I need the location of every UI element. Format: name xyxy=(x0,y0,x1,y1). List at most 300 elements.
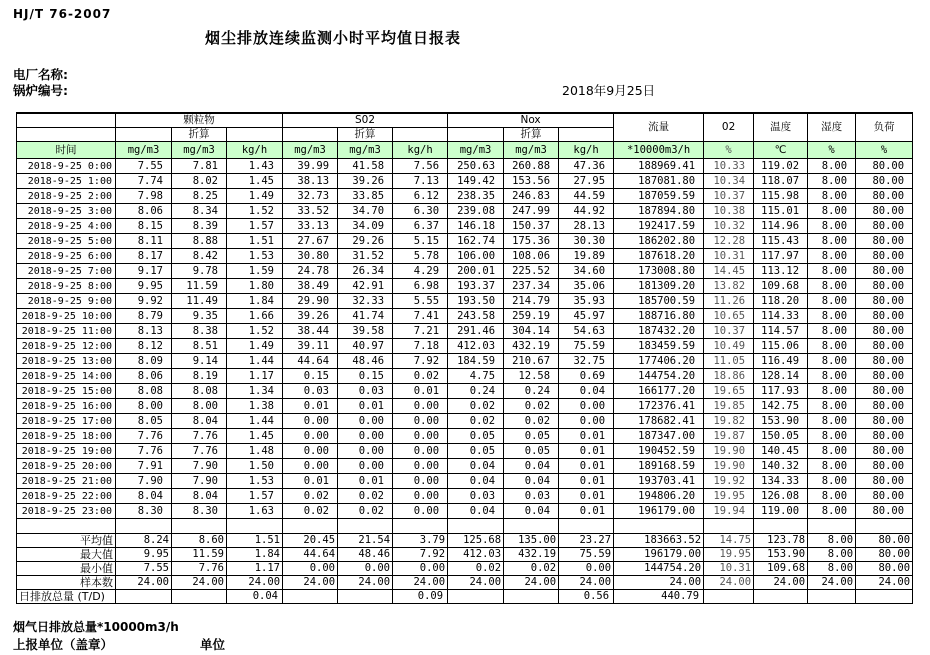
table-cell: 412.03 xyxy=(448,339,504,354)
table-cell: 0.00 xyxy=(283,414,338,429)
table-cell: 0.04 xyxy=(504,474,559,489)
table-cell: 1.49 xyxy=(227,339,283,354)
table-cell xyxy=(856,590,913,604)
data-row xyxy=(17,204,913,219)
table-cell: 0.05 xyxy=(448,429,504,444)
table-cell: 193.50 xyxy=(448,294,504,309)
data-row xyxy=(17,489,913,504)
table-cell: 39.11 xyxy=(283,339,338,354)
table-cell: 246.83 xyxy=(504,189,559,204)
table-cell: 0.03 xyxy=(448,489,504,504)
standard-code: HJ/T 76-2007 xyxy=(13,7,112,21)
unit-cell: mg/m3 xyxy=(172,142,227,159)
table-cell xyxy=(614,519,704,534)
table-cell: 1.84 xyxy=(227,548,283,562)
table-cell: 8.04 xyxy=(116,489,172,504)
table-cell: 144754.20 xyxy=(614,369,704,384)
table-cell: 80.00 xyxy=(856,474,913,489)
table-cell: 8.00 xyxy=(808,429,856,444)
table-cell: 184.59 xyxy=(448,354,504,369)
table-cell: 38.49 xyxy=(283,279,338,294)
table-cell: 80.00 xyxy=(856,264,913,279)
table-cell: 80.00 xyxy=(856,369,913,384)
table-cell: 8.00 xyxy=(808,474,856,489)
table-cell: 0.00 xyxy=(283,429,338,444)
table-cell: 34.60 xyxy=(559,264,614,279)
table-cell: 35.06 xyxy=(559,279,614,294)
table-cell: 128.14 xyxy=(754,369,808,384)
table-cell: 11.59 xyxy=(172,279,227,294)
table-cell: 115.43 xyxy=(754,234,808,249)
table-cell: 0.04 xyxy=(448,504,504,519)
table-cell: 0.02 xyxy=(338,504,393,519)
data-row xyxy=(17,189,913,204)
table-cell: 8.09 xyxy=(116,354,172,369)
table-cell: 175.36 xyxy=(504,234,559,249)
table-cell: 12.28 xyxy=(704,234,754,249)
table-cell: 7.92 xyxy=(393,354,448,369)
table-cell: 0.02 xyxy=(504,414,559,429)
table-cell: 24.00 xyxy=(559,576,614,590)
table-cell: 10.32 xyxy=(704,219,754,234)
data-label-cell: 2018-9-25 1:00 xyxy=(17,174,116,189)
header-converted-pm: 折算 xyxy=(172,128,227,142)
header-empty-cell xyxy=(116,128,172,142)
table-cell: 149.42 xyxy=(448,174,504,189)
table-cell: 1.84 xyxy=(227,294,283,309)
table-cell: 8.00 xyxy=(808,189,856,204)
data-label-cell: 2018-9-25 11:00 xyxy=(17,324,116,339)
table-cell: 8.00 xyxy=(808,384,856,399)
data-row xyxy=(17,324,913,339)
unit-cell: kg/h xyxy=(227,142,283,159)
table-cell: 1.63 xyxy=(227,504,283,519)
data-label-cell: 2018-9-25 21:00 xyxy=(17,474,116,489)
table-cell: 1.52 xyxy=(227,324,283,339)
table-cell: 0.03 xyxy=(338,384,393,399)
unit-cell-humidity: % xyxy=(808,142,856,159)
table-cell: 304.14 xyxy=(504,324,559,339)
table-cell: 8.25 xyxy=(172,189,227,204)
table-cell: 8.00 xyxy=(808,264,856,279)
table-cell: 8.00 xyxy=(808,444,856,459)
table-cell: 142.75 xyxy=(754,399,808,414)
boiler-no-label: 锅炉编号: xyxy=(13,83,68,98)
table-cell: 177406.20 xyxy=(614,354,704,369)
table-cell: 432.19 xyxy=(504,339,559,354)
table-cell: 0.02 xyxy=(393,369,448,384)
data-row xyxy=(17,399,913,414)
data-row xyxy=(17,174,913,189)
time-column-header: 时间 xyxy=(17,142,116,159)
unit-label: 单位 xyxy=(200,637,226,652)
table-cell: 0.01 xyxy=(559,459,614,474)
table-cell: 0.03 xyxy=(504,489,559,504)
data-row xyxy=(17,159,913,174)
table-cell: 0.15 xyxy=(283,369,338,384)
table-cell: 1.44 xyxy=(227,354,283,369)
table-cell: 0.00 xyxy=(393,489,448,504)
table-cell: 115.98 xyxy=(754,189,808,204)
table-cell: 1.49 xyxy=(227,189,283,204)
table-cell: 0.24 xyxy=(504,384,559,399)
table-cell: 0.00 xyxy=(393,474,448,489)
table-cell: 45.97 xyxy=(559,309,614,324)
table-cell: 80.00 xyxy=(856,548,913,562)
table-cell: 187347.00 xyxy=(614,429,704,444)
table-cell: 48.46 xyxy=(338,354,393,369)
table-cell: 109.68 xyxy=(754,279,808,294)
table-cell: 243.58 xyxy=(448,309,504,324)
table-cell: 239.08 xyxy=(448,204,504,219)
table-cell: 47.36 xyxy=(559,159,614,174)
table-cell: 0.01 xyxy=(283,474,338,489)
table-cell: 24.00 xyxy=(504,576,559,590)
data-label-cell: 2018-9-25 20:00 xyxy=(17,459,116,474)
table-cell xyxy=(283,519,338,534)
header-group-so2: S02 xyxy=(283,113,448,128)
summary-label-cell: 最大值 xyxy=(17,548,116,562)
table-cell: 8.00 xyxy=(808,459,856,474)
table-cell: 0.05 xyxy=(504,444,559,459)
table-cell: 109.68 xyxy=(754,562,808,576)
table-cell: 80.00 xyxy=(856,459,913,474)
data-label-cell: 2018-9-25 18:00 xyxy=(17,429,116,444)
table-cell: 0.00 xyxy=(338,562,393,576)
table-cell: 80.00 xyxy=(856,414,913,429)
table-cell: 24.78 xyxy=(283,264,338,279)
summary-label-cell: 样本数 xyxy=(17,576,116,590)
spacer-label-cell xyxy=(17,519,116,534)
unit-cell: mg/m3 xyxy=(504,142,559,159)
data-label-cell: 2018-9-25 22:00 xyxy=(17,489,116,504)
table-cell: 7.56 xyxy=(393,159,448,174)
table-cell: 19.65 xyxy=(704,384,754,399)
table-cell xyxy=(448,519,504,534)
table-cell: 8.15 xyxy=(116,219,172,234)
report-unit-label: 上报单位（盖章） xyxy=(13,637,114,652)
data-label-cell: 2018-9-25 7:00 xyxy=(17,264,116,279)
table-cell xyxy=(504,519,559,534)
table-cell: 181309.20 xyxy=(614,279,704,294)
table-cell: 48.46 xyxy=(338,548,393,562)
table-cell: 0.15 xyxy=(338,369,393,384)
data-row xyxy=(17,264,913,279)
table-cell: 0.01 xyxy=(338,399,393,414)
table-cell: 8.00 xyxy=(808,234,856,249)
table-cell: 1.51 xyxy=(227,234,283,249)
table-cell: 178682.41 xyxy=(614,414,704,429)
table-cell: 7.90 xyxy=(116,474,172,489)
table-cell: 146.18 xyxy=(448,219,504,234)
data-label-cell: 2018-9-25 0:00 xyxy=(17,159,116,174)
header-empty-cell xyxy=(283,128,338,142)
table-cell: 0.00 xyxy=(559,562,614,576)
table-cell: 80.00 xyxy=(856,534,913,548)
table-cell: 108.06 xyxy=(504,249,559,264)
table-cell: 6.30 xyxy=(393,204,448,219)
table-cell: 80.00 xyxy=(856,444,913,459)
table-cell: 80.00 xyxy=(856,249,913,264)
data-label-cell: 2018-9-25 8:00 xyxy=(17,279,116,294)
table-cell: 173008.80 xyxy=(614,264,704,279)
table-cell: 140.32 xyxy=(754,459,808,474)
table-cell: 7.91 xyxy=(116,459,172,474)
table-cell: 41.74 xyxy=(338,309,393,324)
table-cell: 187618.20 xyxy=(614,249,704,264)
table-cell: 19.95 xyxy=(704,489,754,504)
table-cell: 1.38 xyxy=(227,399,283,414)
unit-cell: mg/m3 xyxy=(338,142,393,159)
table-cell xyxy=(754,590,808,604)
table-cell: 0.04 xyxy=(504,459,559,474)
data-row xyxy=(17,429,913,444)
table-cell: 9.95 xyxy=(116,548,172,562)
table-cell: 117.93 xyxy=(754,384,808,399)
table-cell xyxy=(754,519,808,534)
data-row xyxy=(17,444,913,459)
table-cell: 1.51 xyxy=(227,534,283,548)
table-cell: 8.60 xyxy=(172,534,227,548)
table-cell: 1.43 xyxy=(227,159,283,174)
table-cell: 166177.20 xyxy=(614,384,704,399)
table-cell: 7.92 xyxy=(393,548,448,562)
table-cell: 3.79 xyxy=(393,534,448,548)
table-cell: 8.00 xyxy=(808,309,856,324)
table-cell xyxy=(808,590,856,604)
table-cell: 8.00 xyxy=(808,534,856,548)
table-cell: 6.37 xyxy=(393,219,448,234)
table-cell: 24.00 xyxy=(393,576,448,590)
header-converted-so2: 折算 xyxy=(338,128,393,142)
table-cell: 39.58 xyxy=(338,324,393,339)
header-group-nox: Nox xyxy=(448,113,614,128)
table-cell: 8.17 xyxy=(116,249,172,264)
data-label-cell: 2018-9-25 17:00 xyxy=(17,414,116,429)
table-cell: 8.24 xyxy=(116,534,172,548)
table-cell: 140.45 xyxy=(754,444,808,459)
table-cell: 29.26 xyxy=(338,234,393,249)
table-cell: 114.96 xyxy=(754,219,808,234)
table-cell: 80.00 xyxy=(856,324,913,339)
table-cell: 1.48 xyxy=(227,444,283,459)
table-cell: 0.03 xyxy=(283,384,338,399)
table-cell: 153.56 xyxy=(504,174,559,189)
table-cell: 19.95 xyxy=(704,548,754,562)
table-cell: 432.19 xyxy=(504,548,559,562)
table-cell: 8.30 xyxy=(116,504,172,519)
table-cell: 7.13 xyxy=(393,174,448,189)
table-cell: 7.98 xyxy=(116,189,172,204)
table-cell: 6.12 xyxy=(393,189,448,204)
table-cell: 32.75 xyxy=(559,354,614,369)
table-cell: 7.21 xyxy=(393,324,448,339)
table-cell: 0.00 xyxy=(393,562,448,576)
table-cell: 24.00 xyxy=(338,576,393,590)
table-cell: 150.37 xyxy=(504,219,559,234)
table-cell: 0.09 xyxy=(393,590,448,604)
data-row xyxy=(17,474,913,489)
table-cell: 8.00 xyxy=(808,369,856,384)
unit-cell: mg/m3 xyxy=(283,142,338,159)
table-cell: 0.00 xyxy=(393,414,448,429)
table-cell: 24.00 xyxy=(614,576,704,590)
data-row xyxy=(17,504,913,519)
daily-total-row xyxy=(17,590,913,604)
table-cell: 9.17 xyxy=(116,264,172,279)
header-empty-cell xyxy=(227,128,283,142)
table-cell: 8.00 xyxy=(808,562,856,576)
data-row xyxy=(17,249,913,264)
table-cell: 193703.41 xyxy=(614,474,704,489)
table-cell: 106.00 xyxy=(448,249,504,264)
table-cell xyxy=(559,519,614,534)
table-cell: 0.00 xyxy=(338,429,393,444)
table-cell: 8.08 xyxy=(172,384,227,399)
table-cell: 0.01 xyxy=(559,429,614,444)
table-cell: 0.02 xyxy=(448,562,504,576)
table-cell: 32.33 xyxy=(338,294,393,309)
table-cell: 0.01 xyxy=(338,474,393,489)
table-cell: 1.17 xyxy=(227,562,283,576)
table-cell: 0.02 xyxy=(504,399,559,414)
table-cell: 247.99 xyxy=(504,204,559,219)
table-cell: 0.02 xyxy=(338,489,393,504)
table-cell: 8.00 xyxy=(808,294,856,309)
table-cell: 10.49 xyxy=(704,339,754,354)
table-cell: 1.59 xyxy=(227,264,283,279)
table-cell: 80.00 xyxy=(856,384,913,399)
table-cell xyxy=(116,519,172,534)
table-cell: 0.02 xyxy=(448,414,504,429)
table-cell xyxy=(338,590,393,604)
unit-cell: mg/m3 xyxy=(116,142,172,159)
flue-gas-daily-total-note: 烟气日排放总量*10000m3/h xyxy=(13,620,179,634)
table-cell: 8.00 xyxy=(808,324,856,339)
data-label-cell: 2018-9-25 15:00 xyxy=(17,384,116,399)
table-cell: 8.00 xyxy=(808,249,856,264)
data-row xyxy=(17,384,913,399)
data-label-cell: 2018-9-25 16:00 xyxy=(17,399,116,414)
table-cell: 24.00 xyxy=(116,576,172,590)
table-cell: 12.58 xyxy=(504,369,559,384)
table-cell: 8.34 xyxy=(172,204,227,219)
table-cell: 0.04 xyxy=(448,459,504,474)
table-cell: 34.70 xyxy=(338,204,393,219)
table-cell: 0.00 xyxy=(559,414,614,429)
data-row xyxy=(17,309,913,324)
header-converted-nox: 折算 xyxy=(504,128,559,142)
table-cell: 24.00 xyxy=(227,576,283,590)
table-cell: 7.76 xyxy=(172,429,227,444)
data-label-cell: 2018-9-25 14:00 xyxy=(17,369,116,384)
table-cell: 0.01 xyxy=(559,504,614,519)
table-cell: 7.55 xyxy=(116,562,172,576)
table-cell: 8.00 xyxy=(808,399,856,414)
table-cell: 8.42 xyxy=(172,249,227,264)
table-cell: 4.29 xyxy=(393,264,448,279)
table-cell: 115.01 xyxy=(754,204,808,219)
table-cell: 24.00 xyxy=(856,576,913,590)
unit-cell-temperature: ℃ xyxy=(754,142,808,159)
header-empty-cell xyxy=(17,128,116,142)
table-cell: 118.20 xyxy=(754,294,808,309)
table-cell: 194806.20 xyxy=(614,489,704,504)
table-cell: 0.00 xyxy=(393,399,448,414)
table-cell: 44.92 xyxy=(559,204,614,219)
daily-total-label-cell: 日排放总量 (T/D) xyxy=(17,590,116,604)
table-cell: 18.86 xyxy=(704,369,754,384)
table-cell: 0.04 xyxy=(227,590,283,604)
table-cell: 8.12 xyxy=(116,339,172,354)
table-cell: 188716.80 xyxy=(614,309,704,324)
table-cell xyxy=(704,590,754,604)
table-cell: 10.31 xyxy=(704,562,754,576)
table-cell: 75.59 xyxy=(559,548,614,562)
table-cell: 192417.59 xyxy=(614,219,704,234)
table-cell: 19.82 xyxy=(704,414,754,429)
table-cell: 80.00 xyxy=(856,159,913,174)
table-cell xyxy=(504,590,559,604)
table-cell: 10.65 xyxy=(704,309,754,324)
table-cell: 0.00 xyxy=(393,444,448,459)
table-cell: 19.94 xyxy=(704,504,754,519)
table-cell: 39.26 xyxy=(338,174,393,189)
table-cell: 144754.20 xyxy=(614,562,704,576)
header-empty-cell xyxy=(559,128,614,142)
table-cell: 8.51 xyxy=(172,339,227,354)
table-cell: 214.79 xyxy=(504,294,559,309)
table-cell: 7.55 xyxy=(116,159,172,174)
table-cell: 14.75 xyxy=(704,534,754,548)
table-cell: 9.35 xyxy=(172,309,227,324)
table-cell: 260.88 xyxy=(504,159,559,174)
data-label-cell: 2018-9-25 23:00 xyxy=(17,504,116,519)
table-cell: 24.00 xyxy=(172,576,227,590)
header-group-temperature: 温度 xyxy=(754,113,808,142)
table-cell: 115.06 xyxy=(754,339,808,354)
table-cell: 117.97 xyxy=(754,249,808,264)
table-cell: 116.49 xyxy=(754,354,808,369)
table-cell: 0.24 xyxy=(448,384,504,399)
table-cell xyxy=(338,519,393,534)
report-date: 2018年9月25日 xyxy=(562,83,656,98)
table-cell: 38.44 xyxy=(283,324,338,339)
table-cell: 259.19 xyxy=(504,309,559,324)
table-cell: 0.05 xyxy=(504,429,559,444)
table-cell xyxy=(808,519,856,534)
data-row xyxy=(17,354,913,369)
data-label-cell: 2018-9-25 12:00 xyxy=(17,339,116,354)
table-cell: 33.85 xyxy=(338,189,393,204)
table-cell: 9.92 xyxy=(116,294,172,309)
table-cell: 8.00 xyxy=(808,279,856,294)
table-cell: 41.58 xyxy=(338,159,393,174)
data-label-cell: 2018-9-25 4:00 xyxy=(17,219,116,234)
table-cell: 10.31 xyxy=(704,249,754,264)
table-cell: 0.00 xyxy=(338,459,393,474)
header-group-flow: 流量 xyxy=(614,113,704,142)
table-cell: 237.34 xyxy=(504,279,559,294)
table-cell: 80.00 xyxy=(856,339,913,354)
table-cell: 193.37 xyxy=(448,279,504,294)
table-cell: 8.00 xyxy=(808,174,856,189)
table-cell: 126.08 xyxy=(754,489,808,504)
table-cell: 200.01 xyxy=(448,264,504,279)
table-cell: 80.00 xyxy=(856,504,913,519)
table-cell: 0.02 xyxy=(504,562,559,576)
table-cell: 8.88 xyxy=(172,234,227,249)
